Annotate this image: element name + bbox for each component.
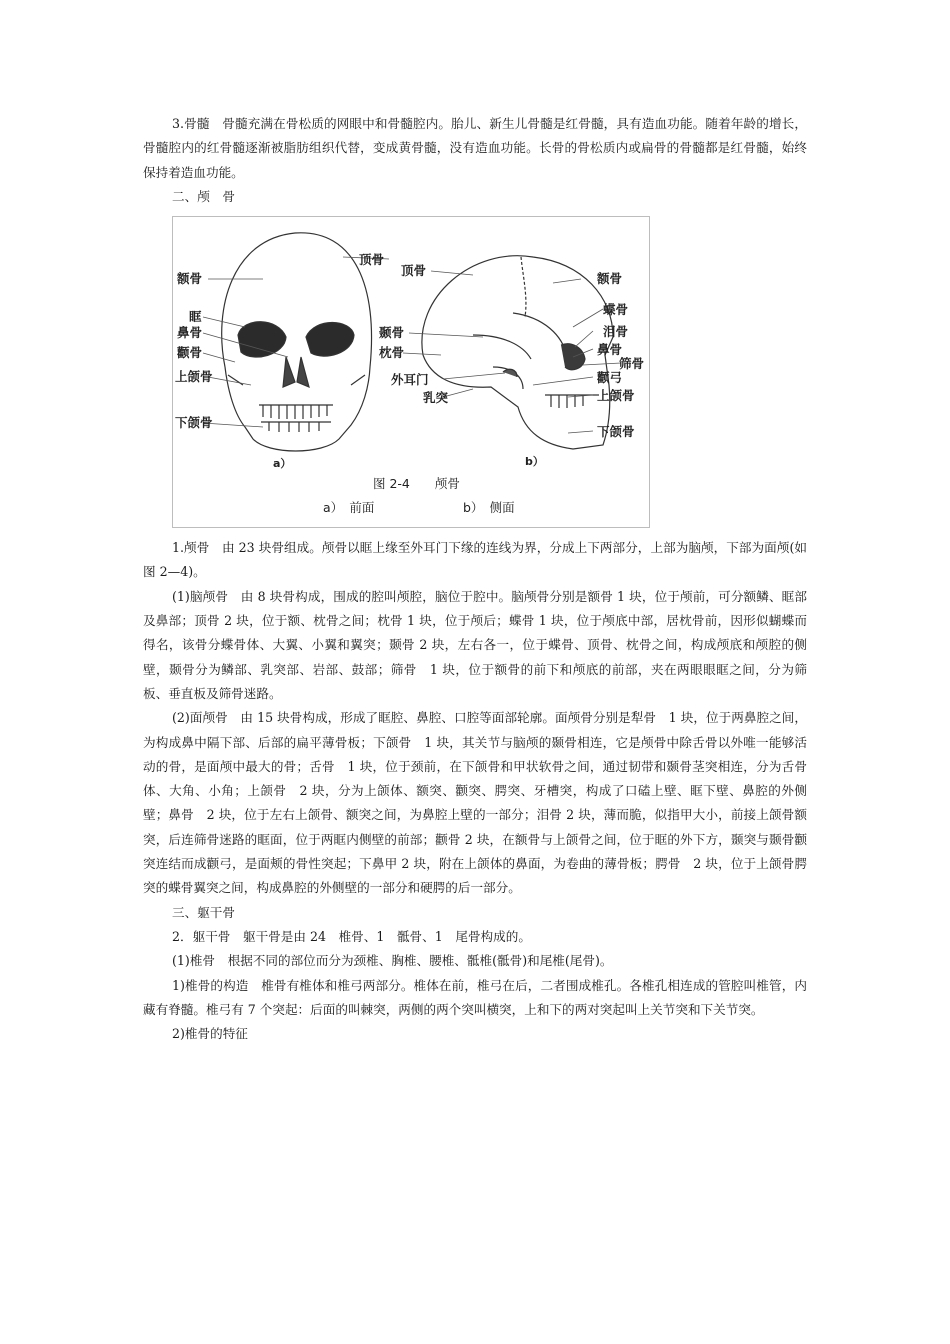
label-side-zygomatic-arch: 颧弓 — [597, 370, 623, 386]
label-front-mandible: 下颌骨 — [175, 415, 213, 431]
document-page — [143, 112, 807, 1046]
right-orbit — [306, 323, 354, 357]
paragraph-viscerocranium: (2)面颅骨 由 15 块骨构成，形成了眶腔、鼻腔、口腔等面部轮廓。面颅骨分别是犁骨 1 块，位于两鼻腔之间，为构成鼻中隔下部、后部的扁平薄骨板；下颌骨 1 块，其关节与脑颅的颞骨相连，它是颅骨中除舌骨以外唯一能够活动的骨，是面颅中最大的骨；舌骨 1 块，位于颈前，在下颌骨和甲状软骨之间，通过韧带和颞骨茎突相连，分为舌骨体、大角、小角；上颌骨 2 块，分为上颌体、额突、颧突、腭突、牙槽突，构成了口磕上壁、眶下壁、鼻腔的外侧壁；鼻骨 2 块，位于左右上颌骨、额突之间，为鼻腔上壁的一部分；泪骨 2 块，薄而脆，似指甲大小，前接上颌骨额突，后连筛骨迷路的眶面，位于两眶内侧壁的前部；颧骨 2 块，在额骨与上颌骨之间，位于眶的外下方，颞突与颞骨颧突连结而成颧弓，是面颊的骨性突起；下鼻甲 2 块，附在上颌体的鼻面，为卷曲的薄骨板；腭骨 2 块，位于上颌骨腭突的蝶骨翼突之间，构成鼻腔的外侧壁的一部分和硬腭的后一部分。 — [143, 710, 807, 896]
label-front-orbit: 眶 — [189, 309, 202, 325]
paragraph-skull-overview: 1.颅骨 由 23 块骨组成。颅骨以眶上缘至外耳门下缘的连线为界，分成上下两部分，上部为脑颅，下部为面颅(如图 2—4)。 — [143, 540, 807, 580]
figure-subcaption-a: a） 前面 — [323, 500, 375, 516]
label-side-lacrimal: 泪骨 — [603, 324, 629, 340]
teeth-lower — [261, 422, 331, 432]
label-side-mastoid: 乳突 — [423, 390, 449, 406]
label-side-temporal: 颞骨 — [379, 325, 405, 341]
label-side-ethmoid: 筛骨 — [619, 356, 645, 372]
figure-caption: 图 2-4 颅骨 — [373, 476, 460, 492]
section-heading-trunk: 三、躯干骨 — [172, 904, 235, 920]
label-side-sphenoid: 蝶骨 — [603, 302, 629, 318]
section-heading-skull: 二、颅 骨 — [172, 188, 235, 204]
paragraph-bone-marrow: 3.骨髓 骨髓充满在骨松质的网眼中和骨髓腔内。胎儿、新生儿骨髓是红骨髓，具有造血功能。随着年龄的增长，骨髓腔内的红骨髓逐渐被脂肪组织代替，变成黄骨髓，没有造血功能。长骨的骨松质内或扁骨的骨髓都是红骨髓，始终保持着造血功能。 — [143, 116, 807, 180]
teeth-upper — [259, 405, 333, 419]
sub-label-b: b） — [525, 455, 544, 469]
label-front-frontal: 额骨 — [177, 271, 203, 287]
label-side-nasal: 鼻骨 — [597, 342, 623, 358]
figure-subcaption-b: b） 侧面 — [463, 500, 515, 516]
label-front-zygomatic: 颧骨 — [177, 345, 203, 361]
label-front-nasal: 鼻骨 — [177, 325, 203, 341]
label-side-occipital: 枕骨 — [379, 345, 405, 361]
paragraph-vertebra-structure: 1)椎骨的构造 椎骨有椎体和椎弓两部分。椎体在前，椎弓在后，二者围成椎孔。各椎孔相连成的管腔叫椎管，内藏有脊髓。椎弓有 7 个突起：后面的叫棘突，两侧的两个突叫横突，上和下的两对突起叫上关节突和下关节突。 — [143, 977, 807, 1017]
side-face — [423, 355, 610, 449]
paragraph-vertebrae: (1)椎骨 根据不同的部位而分为颈椎、胸椎、腰椎、骶椎(骶骨)和尾椎(尾骨)。 — [172, 953, 613, 969]
label-side-external-acoustic-meatus: 外耳门 — [391, 372, 429, 388]
left-orbit — [238, 322, 286, 357]
label-side-maxilla: 上颌骨 — [597, 388, 635, 404]
side-cranium — [422, 256, 613, 355]
label-front-parietal: 顶骨 — [359, 252, 385, 268]
skull-figure — [172, 216, 650, 528]
paragraph-neurocranium: (1)脑颅骨 由 8 块骨构成，围成的腔叫颅腔，脑位于腔中。脑颅骨分别是额骨 1 块，位于颅前，可分额鳞、眶部及鼻部；顶骨 2 块，位于额、枕骨之间；枕骨 1 块，位于颅后；蝶骨 1 块，位于颅底中部，居枕骨前，因形似蝴蝶而得名，该骨分蝶骨体、大翼、小翼和翼突；颞骨 2 块，左右各一，位于蝶骨、顶骨、枕骨之间，构成颅底和颅腔的侧壁，颞骨分为鳞部、乳突部、岩部、鼓部；筛骨 1 块，位于额骨的前下和颅底的前部，夹在两眼眼眶之间，分为筛板、垂直板及筛骨迷路。 — [143, 588, 807, 701]
paragraph-vertebra-features: 2)椎骨的特征 — [172, 1026, 248, 1042]
label-side-parietal: 顶骨 — [401, 263, 427, 279]
label-side-frontal: 额骨 — [597, 271, 623, 287]
label-front-maxilla: 上颌骨 — [175, 369, 213, 385]
nasal-cavity — [283, 357, 309, 387]
paragraph-trunk-bones: 2．躯干骨 躯干骨是由 24 椎骨、1 骶骨、1 尾骨构成的。 — [172, 928, 531, 944]
label-side-mandible: 下颌骨 — [597, 424, 635, 440]
sub-label-a: a） — [273, 457, 292, 471]
